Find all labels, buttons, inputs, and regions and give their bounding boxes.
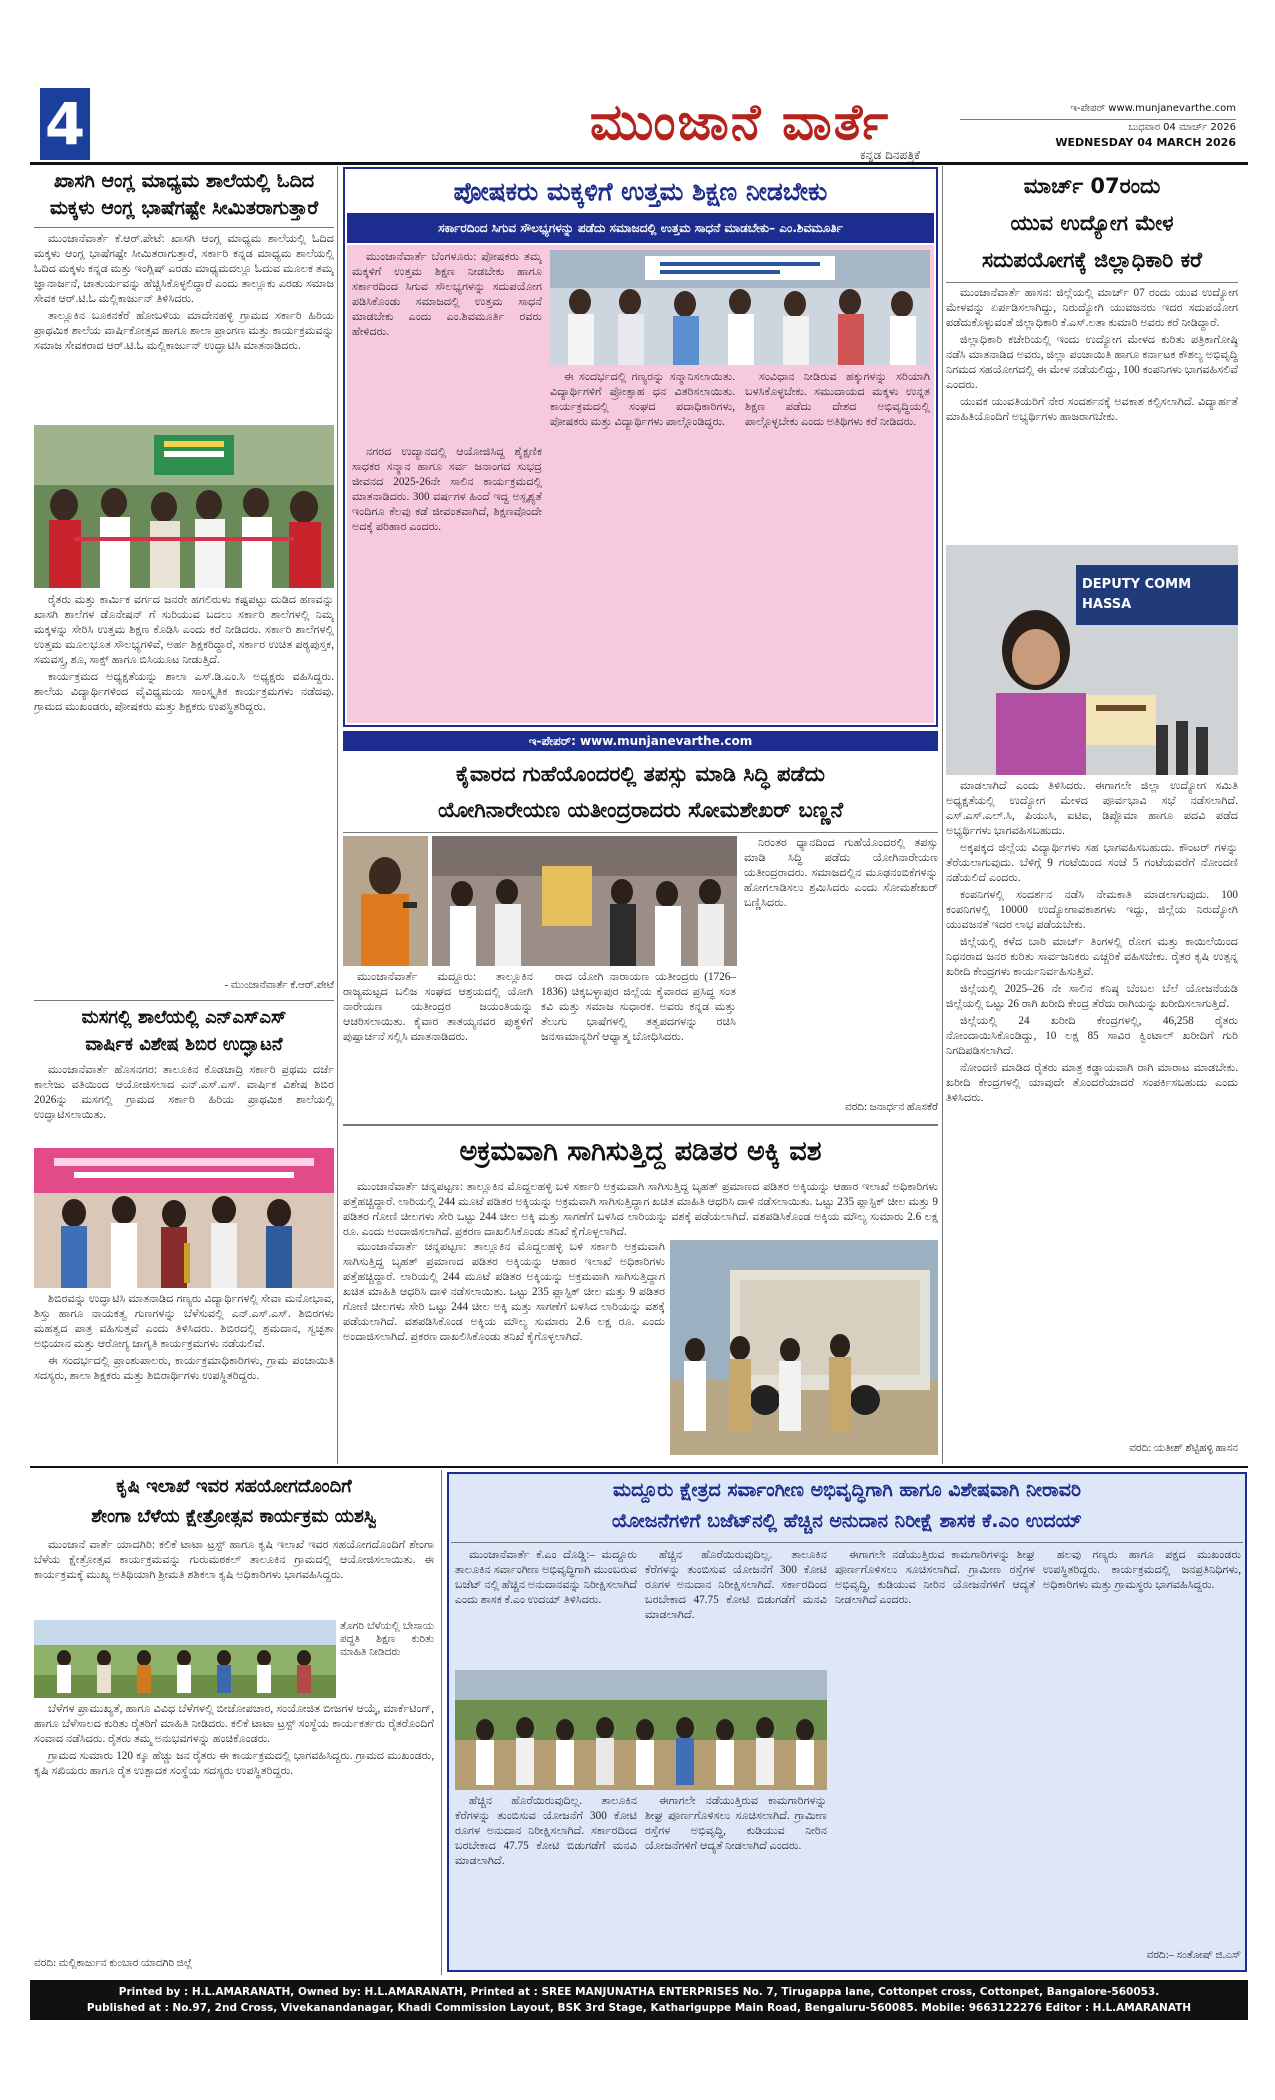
bottom-right-col2b <box>645 1794 827 1966</box>
column-divider-left <box>337 166 338 1464</box>
center-top-col2 <box>352 445 542 720</box>
right-photo-banner-text: DEPUTY COMM HASSA <box>1082 577 1192 612</box>
right-para2: ಜಿಲ್ಲಾಧಿಕಾರಿ ಕಚೇರಿಯಲ್ಲಿ ಇಂದು ಉದ್ಯೋಗ ಮೇಳದ ಕುರಿತು ಪತ್ರಿಕಾಗೋಷ್ಠಿ ನಡೆಸಿ ಮಾತನಾಡಿದ ಅವರು, ಜಿಲ್ಲಾ ಪಂಚಾಯಿತಿ ಹಾಗೂ ಕರ್ನಾಟಕ ಕೌಶಲ್ಯ ಅಭಿವೃದ್ಧಿ ನಿಗಮದ ಸಹಯೋಗದಲ್ಲಿ ಈ ಮೇಳ ನಡೆಯಲಿದ್ದು, 100 ಕಂಪನಿಗಳು ಭಾಗವಹಿಸಲಿವೆ ಎಂದರು. <box>946 334 1238 391</box>
date-kannada: ಬುಧವಾರ 04 ಮಾರ್ಚ್ 2026 <box>1128 122 1236 133</box>
bottom-right-headline-line2: ಯೋಜನೆಗಳಿಗೆ ಬಜೆಟ್‌ನಲ್ಲಿ ಹೆಚ್ಚಿನ ಅನುದಾನ ನಿರೀಕ್ಷೆ ಶಾಸಕ ಕೆ.ಎಂ ಉದಯ್ <box>611 1510 1083 1532</box>
bottom-right-col2-text: ಹೆಚ್ಚಿನ ಹೊರೆಯಿರುವುದಿಲ್ಲ. ತಾಲೂಕಿನ ಕೆರೆಗಳನ್ನು ತುಂಬಿಸುವ ಯೋಜನೆಗೆ 300 ಕೋಟಿ ರೂಗಳ ಅನುದಾನ ನಿರೀಕ್ಷಿಸಲಾಗಿದೆ. ಸರ್ಕಾರದಿಂದ ಬರಬೇಕಾದ 47.75 ಕೋಟಿ ಬಿಡುಗಡೆಗೆ ಮನವಿ ಮಾಡಲಾಗಿದೆ. <box>645 1549 827 1621</box>
center-top-col1-text: ಮುಂಜಾನೆವಾರ್ತೆ ಬೆಂಗಳೂರು: ಪೋಷಕರು ತಮ್ಮ ಮಕ್ಕಳಿಗೆ ಉತ್ತಮ ಶಿಕ್ಷಣ ನೀಡಬೇಕು ಹಾಗೂ ಸರ್ಕಾರದಿಂದ ಸಿಗುವ ಸೌಲಭ್ಯಗಳನ್ನು ಸದುಪಯೋಗ ಪಡಿಸಿಕೊಂಡು ಸಮಾಜದಲ್ಲಿ ಉತ್ತಮ ಸಾಧನೆ ಮಾಡಬೇಕು ಎಂದು ಎಂ.ಶಿವಮೂರ್ತಿ ರವರು ಹೇಳಿದರು. <box>352 251 542 338</box>
center-low-body-text: ಮುಂಜಾನೆವಾರ್ತೆ ಚನ್ನಪಟ್ಟಣ: ತಾಲ್ಲೂಕಿನ ಮೊದ್ದಲಹಳ್ಳಿ ಬಳಿ ಸರ್ಕಾರಿ ಅಕ್ರಮವಾಗಿ ಸಾಗಿಸುತ್ತಿದ್ದ ಬೃಹತ್ ಪ್ರಮಾಣದ ಪಡಿತರ ಅಕ್ಕಿಯನ್ನು ಆಹಾರ ಇಲಾಖೆ ಅಧಿಕಾರಿಗಳು ಪತ್ತೆಹಚ್ಚಿದ್ದಾರೆ. ಲಾರಿಯಲ್ಲಿ 244 ಮೂಟೆ ಪಡಿತರ ಅಕ್ಕಿಯನ್ನು ಅಕ್ರಮವಾಗಿ ಸಾಗಿಸುತ್ತಿದ್ದಾಗ ಖಚಿತ ಮಾಹಿತಿ ಆಧರಿಸಿ ದಾಳಿ ನಡೆಸಲಾಯಿತು. ಒಟ್ಟು 235 ಪ್ಲಾಸ್ಟಿಕ್ ಚೀಲ ಮತ್ತು 9 ಪಡಿತರ ಗೋಣಿ ಚೀಲಗಳು ಸೇರಿ ಒಟ್ಟು 244 ಚೀಲ ಅಕ್ಕಿ ಮತ್ತು ಸಾಗಣೆಗೆ ಬಳಸಿದ ಲಾರಿಯನ್ನು ವಶಕ್ಕೆ ಪಡೆಯಲಾಗಿದೆ. ವಶಪಡಿಸಿಕೊಂಡ ಅಕ್ಕಿಯ ಮೌಲ್ಯ ಸುಮಾರು 2.6 ಲಕ್ಷ ರೂ. ಎಂದು ಅಂದಾಜಿಸಲಾಗಿದೆ. ಪ್ರಕರಣ ದಾಖಲಿಸಿಕೊಂಡು ತನಿಖೆ ಕೈಗೊಳ್ಳಲಾಗಿದೆ. <box>343 1181 938 1238</box>
left2-headline <box>34 1004 334 1060</box>
right-para5: ಅಕ್ಕಪಕ್ಕದ ಜಿಲ್ಲೆಯ ವಿದ್ಯಾರ್ಥಿಗಳು ಸಹ ಭಾಗವಹಿಸಬಹುದು. ಕೌಂಟರ್ ಗಳನ್ನು ತೆರೆಯಲಾಗುವುದು. ಬೆಳಿಗ್ಗೆ 9 ಗಂಟೆಯಿಂದ ಸಂಜೆ 5 ಗಂಟೆಯವರೆಗೆ ನೋಂದಣಿ ನಡೆಯಲಿದೆ ಎಂದರು. <box>946 842 1238 884</box>
mla-groundbreaking-photo <box>455 1670 827 1790</box>
bottom-right-photo <box>455 1670 827 1790</box>
center-top-col3-text: ಈ ಸಂದರ್ಭದಲ್ಲಿ ಗಣ್ಯರನ್ನು ಸನ್ಮಾನಿಸಲಾಯಿತು. ವಿದ್ಯಾರ್ಥಿಗಳಿಗೆ ಪ್ರೋತ್ಸಾಹ ಧನ ವಿತರಿಸಲಾಯಿತು. ಕಾರ್ಯಕ್ರಮದಲ್ಲಿ ಸಂಘದ ಪದಾಧಿಕಾರಿಗಳು, ಪೋಷಕರು ಮತ್ತು ವಿದ್ಯಾರ್ಥಿಗಳು ಪಾಲ್ಗೊಂಡಿದ್ದರು. <box>550 371 735 428</box>
center-low-body-top <box>343 1180 938 1238</box>
masthead-rule <box>30 162 1248 165</box>
left2-photo <box>34 1148 334 1288</box>
center-mid-col2-text: ರಾದ ಯೋಗಿ ನಾರಾಯಣ ಯತೀಂದ್ರರು (1726–1836) ಚಿಕ್ಕಬಳ್ಳಾಪುರ ಜಿಲ್ಲೆಯ ಕೈವಾರದ ಪ್ರಸಿದ್ಧ ಸಂತ ಕವಿ ಮತ್ತು ಸಮಾಜ ಸುಧಾರಕ. ಅವರು ಕನ್ನಡ ಮತ್ತು ತೆಲುಗು ಭಾಷೆಗಳಲ್ಲಿ ತತ್ವಪದಗಳನ್ನು ರಚಿಸಿ ಜನಸಾಮಾನ್ಯರಿಗೆ ಆಧ್ಯಾತ್ಮ ಬೋಧಿಸಿದರು. <box>541 971 736 1043</box>
center-top-col1 <box>352 250 542 440</box>
center-top-photo <box>550 250 930 365</box>
center-mid-col1-text: ಮುಂಜಾನೆವಾರ್ತೆ ಮದ್ದೂರು: ತಾಲ್ಲೂಕಿನ ರಾಜ್ಯಮಟ್ಟದ ಬಲಿಜ ಸಂಘದ ಆಶ್ರಯದಲ್ಲಿ ಯೋಗಿ ನಾರೇಯಣ ಯತೀಂದ್ರರ ಜಯಂತಿಯನ್ನು ಆಚರಿಸಲಾಯಿತು. ಕೈವಾರ ತಾತಯ್ಯನವರ ಪುತ್ಥಳಿಗೆ ಪುಷ್ಪಾರ್ಚನೆ ಸಲ್ಲಿಸಿ ಮಾತನಾಡಿದರು. <box>343 971 533 1043</box>
center-mid-col3-text: ನಿರಂತರ ಧ್ಯಾನದಿಂದ ಗುಹೆಯೊಂದರಲ್ಲಿ ತಪಸ್ಸು ಮಾಡಿ ಸಿದ್ಧಿ ಪಡೆದು ಯೋಗಿನಾರೇಯಣ ಯತೀಂದ್ರರಾದರು. ಸಮಾಜದಲ್ಲಿನ ಮೂಢನಂಬಿಕೆಗಳನ್ನು ಹೋಗಲಾಡಿಸಲು ಶ್ರಮಿಸಿದರು ಎಂದು ಸೋಮಶೇಖರ್ ಬಣ್ಣಿಸಿದರು. <box>744 837 938 909</box>
right-body-top <box>946 286 1238 541</box>
right-headline <box>946 168 1238 280</box>
center-mid-end-rule <box>343 1124 938 1126</box>
center-top-col2-text: ನಗರದ ಉದ್ಯಾನದಲ್ಲಿ ಆಯೋಜಿಸಿದ್ದ ಶೈಕ್ಷಣಿಕ ಸಾಧಕರ ಸನ್ಮಾನ ಹಾಗೂ ಸರ್ವ ಜನಾಂಗದ ಸುಭದ್ರ ಜೀವನದ 2025-26ನೇ ಸಾಲಿನ ಕಾರ್ಯಕ್ರಮದಲ್ಲಿ ಮಾತನಾಡಿದರು. 300 ವರ್ಷಗಳ ಹಿಂದೆ ಇದ್ದ ಅಸ್ಪೃಶ್ಯತೆ ಇಂದಿಗೂ ಕೆಲವು ಕಡೆ ಜೀವಂತವಾಗಿದೆ, ಶಿಕ್ಷಣವೊಂದೇ ಅದಕ್ಕೆ ಪರಿಹಾರ ಎಂದರು. <box>352 446 542 533</box>
speaker-photo <box>343 836 428 966</box>
left1-head-rule <box>34 227 334 228</box>
dateline-rule <box>960 119 1236 120</box>
center-top-col4-text: ಸಂವಿಧಾನ ನೀಡಿರುವ ಹಕ್ಕುಗಳನ್ನು ಸರಿಯಾಗಿ ಬಳಸಿಕೊಳ್ಳಬೇಕು. ಸಮುದಾಯದ ಮಕ್ಕಳು ಉನ್ನತ ಶಿಕ್ಷಣ ಪಡೆದು ದೇಶದ ಅಭಿವೃದ್ಧಿಯಲ್ಲಿ ಪಾಲ್ಗೊಳ್ಳಬೇಕು ಎಂದು ಅತಿಥಿಗಳು ಕರೆ ನೀಡಿದರು. <box>745 371 930 428</box>
bottom-left-body-top <box>34 1538 434 1616</box>
left1-end-rule <box>34 1000 334 1001</box>
bottom-right-col2b-text: ಈಗಾಗಲೇ ನಡೆಯುತ್ತಿರುವ ಕಾಮಗಾರಿಗಳನ್ನು ಶೀಘ್ರ ಪೂರ್ಣಗೊಳಿಸಲು ಸೂಚಿಸಲಾಗಿದೆ. ಗ್ರಾಮೀಣ ರಸ್ತೆಗಳ ಅಭಿವೃದ್ಧಿ, ಕುಡಿಯುವ ನೀರಿನ ಯೋಜನೆಗಳಿಗೆ ಆದ್ಯತೆ ನೀಡಲಾಗಿದೆ ಎಂದರು. <box>645 1795 827 1852</box>
left1-body-bottom <box>34 593 334 976</box>
center-low-body-left-text: ಮುಂಜಾನೆವಾರ್ತೆ ಚನ್ನಪಟ್ಟಣ: ತಾಲ್ಲೂಕಿನ ಮೊದ್ದಲಹಳ್ಳಿ ಬಳಿ ಸರ್ಕಾರಿ ಅಕ್ರಮವಾಗಿ ಸಾಗಿಸುತ್ತಿದ್ದ ಬೃಹತ್ ಪ್ರಮಾಣದ ಪಡಿತರ ಅಕ್ಕಿಯನ್ನು ಆಹಾರ ಇಲಾಖೆ ಅಧಿಕಾರಿಗಳು ಪತ್ತೆಹಚ್ಚಿದ್ದಾರೆ. ಲಾರಿಯಲ್ಲಿ 244 ಮೂಟೆ ಪಡಿತರ ಅಕ್ಕಿಯನ್ನು ಅಕ್ರಮವಾಗಿ ಸಾಗಿಸುತ್ತಿದ್ದಾಗ ಖಚಿತ ಮಾಹಿತಿ ಆಧರಿಸಿ ದಾಳಿ ನಡೆಸಲಾಯಿತು. ಒಟ್ಟು 235 ಪ್ಲಾಸ್ಟಿಕ್ ಚೀಲ ಮತ್ತು 9 ಪಡಿತರ ಗೋಣಿ ಚೀಲಗಳು ಸೇರಿ ಒಟ್ಟು 244 ಚೀಲ ಅಕ್ಕಿ ಮತ್ತು ಸಾಗಣೆಗೆ ಬಳಸಿದ ಲಾರಿಯನ್ನು ವಶಕ್ಕೆ ಪಡೆಯಲಾಗಿದೆ. ವಶಪಡಿಸಿಕೊಂಡ ಅಕ್ಕಿಯ ಮೌಲ್ಯ ಸುಮಾರು 2.6 ಲಕ್ಷ ರೂ. ಎಂದು ಅಂದಾಜಿಸಲಾಗಿದೆ. ಪ್ರಕರಣ ದಾಖಲಿಸಿಕೊಂಡು ತನಿಖೆ ಕೈಗೊಳ್ಳಲಾಗಿದೆ. <box>343 1241 665 1343</box>
bottom-right-col4 <box>1043 1548 1241 1946</box>
rice-truck-seizure-photo <box>670 1240 938 1455</box>
bottom-right-col3 <box>835 1548 1035 1966</box>
left2-headline-line1: ಮಸಗಲ್ಲಿ ಶಾಲೆಯಲ್ಲಿ ಎನ್‌ಎಸ್‌ಎಸ್ <box>81 1007 287 1028</box>
masthead-tagline: ಕನ್ನಡ ದಿನಪತ್ರಿಕೆ <box>859 148 920 162</box>
ribbon-cutting-photo <box>34 425 334 588</box>
left1-headline-line2: ಮಕ್ಕಳು ಆಂಗ್ಲ ಭಾಷೆಗಷ್ಟೇ ಸೀಮಿತರಾಗುತ್ತಾರೆ <box>49 197 319 219</box>
center-low-headline: ಅಕ್ರಮವಾಗಿ ಸಾಗಿಸುತ್ತಿದ್ದ ಪಡಿತರ ಅಕ್ಕಿ ವಶ <box>459 1136 822 1167</box>
right-para4: ಮಾಡಲಾಗಿದೆ ಎಂದು ತಿಳಿಸಿದರು. ಈಗಾಗಲೇ ಜಿಲ್ಲಾ ಉದ್ಯೋಗ ಸಮಿತಿ ಅಧ್ಯಕ್ಷತೆಯಲ್ಲಿ ಉದ್ಯೋಗ ಮೇಳದ ಪೂರ್ವಭಾವಿ ಸಭೆ ನಡೆಸಲಾಗಿದೆ. ಎಸ್.ಎಸ್.ಎಲ್.ಸಿ, ಪಿಯುಸಿ, ಐಟಿಐ, ಡಿಪ್ಲೊಮಾ ಹಾಗೂ ಪದವಿ ಪಡೆದ ಅಭ್ಯರ್ಥಿಗಳು ಭಾಗವಹಿಸಬಹುದು. <box>946 780 1238 837</box>
center-low-body-left <box>343 1240 665 1455</box>
right-headline-line1: ಮಾರ್ಚ್ 07ರಂದು <box>1023 174 1161 198</box>
center-top-subheadline: ಸರ್ಕಾರದಿಂದ ಸಿಗುವ ಸೌಲಭ್ಯಗಳನ್ನು ಪಡೆದು ಸಮಾಜದಲ್ಲಿ ಉತ್ತಮ ಸಾಧನೆ ಮಾಡಬೇಕು– ಎಂ.ಶಿವಮೂರ್ತಿ <box>347 213 934 243</box>
center-mid-col2 <box>541 970 736 1120</box>
bottom-right-col1b <box>455 1794 637 1966</box>
right-para9: ಜಿಲ್ಲೆಯಲ್ಲಿ 24 ಖರೀದಿ ಕೇಂದ್ರಗಳಲ್ಲಿ, 46,258 ರೈತರು ನೋಂದಾಯಿಸಿಕೊಂಡಿದ್ದು, 10 ಲಕ್ಷ 85 ಸಾವಿರ ಕ್ವಿಂಟಾಲ್ ಖರೀದಿಗೆ ಗುರಿ ನಿಗದಿಪಡಿಸಲಾಗಿದೆ. <box>946 1015 1238 1057</box>
epaper-strip[interactable]: ಇ-ಪೇಪರ್: www.munjanevarthe.com <box>343 731 938 751</box>
right-photo <box>946 545 1238 775</box>
right-head-rule <box>946 282 1238 283</box>
right-para1: ಮುಂಜಾನೆವಾರ್ತೆ ಹಾಸನ: ಜಿಲ್ಲೆಯಲ್ಲಿ ಮಾರ್ಚ್ 07 ರಂದು ಯುವ ಉದ್ಯೋಗ ಮೇಳವನ್ನು ಏರ್ಪಡಿಸಲಾಗಿದ್ದು, ನಿರುದ್ಯೋಗಿ ಯುವಜನರು ಇದರ ಸದುಪಯೋಗ ಪಡೆದುಕೊಳ್ಳುವಂತೆ ಜಿಲ್ಲಾಧಿಕಾರಿ ಕೆ.ಎಸ್.ಲತಾ ಕುಮಾರಿ ಅವರು ಕರೆ ನೀಡಿದ್ದಾರೆ. <box>946 287 1238 329</box>
bottom-left-caption-text: ತೊಗರಿ ಬೆಳೆಯಲ್ಲಿ ಬೇಸಾಯ ಪದ್ಧತಿ ಶಿಕ್ಷಣ ಕುರಿತು ಮಾಹಿತಿ ನೀಡಿದರು <box>340 1621 434 1658</box>
bottom-right-headline-line1: ಮದ್ದೂರು ಕ್ಷೇತ್ರದ ಸರ್ವಾಂಗೀಣ ಅಭಿವೃದ್ಧಿಗಾಗಿ ಹಾಗೂ ವಿಶೇಷವಾಗಿ ನೀರಾವರಿ <box>613 1479 1081 1501</box>
right-para6: ಕಂಪನಿಗಳಲ್ಲಿ ಸಂದರ್ಶನ ನಡೆಸಿ ನೇಮಕಾತಿ ಮಾಡಲಾಗುವುದು. 100 ಕಂಪನಿಗಳಲ್ಲಿ 10000 ಉದ್ಯೋಗಾವಕಾಶಗಳು ಇದ್ದು, ಜಿಲ್ಲೆಯ ನಿರುದ್ಯೋಗಿ ಯುವಜನತೆ ಇದರ ಲಾಭ ಪಡೆಯಬೇಕು. <box>946 889 1238 931</box>
bottom-left-para3: ಗ್ರಾಮದ ಸುಮಾರು 120 ಕ್ಕೂ ಹೆಚ್ಚು ಜನ ರೈತರು ಈ ಕಾರ್ಯಕ್ರಮದಲ್ಲಿ ಭಾಗವಹಿಸಿದ್ದರು. ಗ್ರಾಮದ ಮುಖಂಡರು, ಕೃಷಿ ಸಖಿಯರು ಹಾಗೂ ರೈತ ಉತ್ಪಾದಕ ಸಂಸ್ಥೆಯ ಸದಸ್ಯರು ಉಪಸ್ಥಿತರಿದ್ದರು. <box>34 1750 434 1777</box>
bottom-right-col4-text: ಹಲವು ಗಣ್ಯರು ಹಾಗೂ ಪಕ್ಷದ ಮುಖಂಡರು ಉಪಸ್ಥಿತರಿದ್ದರು. ಕಾರ್ಯಕ್ರಮದಲ್ಲಿ ಜನಪ್ರತಿನಿಧಿಗಳು, ಅಧಿಕಾರಿಗಳು ಮತ್ತು ಗ್ರಾಮಸ್ಥರು ಭಾಗವಹಿಸಿದ್ದರು. <box>1043 1549 1241 1591</box>
group-tribute-photo <box>432 836 737 966</box>
left2-body-bottom <box>34 1292 334 1462</box>
masthead-title: ಮುಂಜಾನೆ ವಾರ್ತೆ <box>589 92 891 151</box>
left1-para4: ಕಾರ್ಯಕ್ರಮದ ಅಧ್ಯಕ್ಷತೆಯನ್ನು ಶಾಲಾ ಎಸ್.ಡಿ.ಎಂ.ಸಿ ಅಧ್ಯಕ್ಷರು ವಹಿಸಿದ್ದರು. ಶಾಲೆಯ ವಿದ್ಯಾರ್ಥಿಗಳಿಂದ ವೈವಿಧ್ಯಮಯ ಸಾಂಸ್ಕೃತಿಕ ಕಾರ್ಯಕ್ರಮಗಳು ನಡೆದವು. ಗ್ರಾಮದ ಮುಖಂಡರು, ಪೋಷಕರು ಮತ್ತು ಶಿಕ್ಷಕರು ಉಪಸ್ಥಿತರಿದ್ದರು. <box>34 671 334 713</box>
center-top-headline: ಪೋಷಕರು ಮಕ್ಕಳಿಗೆ ಉತ್ತಮ ಶಿಕ್ಷಣ ನೀಡಬೇಕು <box>453 177 828 206</box>
center-top-col4 <box>745 370 930 720</box>
column-divider-right <box>942 166 943 1464</box>
field-day-photo <box>34 1620 336 1698</box>
left2-para1: ಮುಂಜಾನೆವಾರ್ತೆ ಹೊಸನಗರ: ತಾಲೂಕಿನ ಕೊಡಚಾದ್ರಿ ಸರ್ಕಾರಿ ಪ್ರಥಮ ದರ್ಜೆ ಕಾಲೇಜು ವತಿಯಿಂದ ಆಯೋಜಿಸಲಾದ ಎನ್.ಎಸ್.ಎಸ್. ವಾರ್ಷಿಕ ವಿಶೇಷ ಶಿಬಿರ 2026ನ್ನು ಮಸಗಲ್ಲಿ ಗ್ರಾಮದ ಸರ್ಕಾರಿ ಹಿರಿಯ ಪ್ರಾಥಮಿಕ ಶಾಲೆಯಲ್ಲಿ ಉದ್ಘಾಟಿಸಲಾಯಿತು. <box>34 1064 334 1121</box>
center-mid-photo-left <box>343 836 428 966</box>
left2-para3: ಈ ಸಂದರ್ಭದಲ್ಲಿ ಪ್ರಾಂಶುಪಾಲರು, ಕಾರ್ಯಕ್ರಮಾಧಿಕಾರಿಗಳು, ಗ್ರಾಮ ಪಂಚಾಯಿತಿ ಸದಸ್ಯರು, ಶಾಲಾ ಶಿಕ್ಷಕರು ಮತ್ತು ಶಿಬಿರಾರ್ಥಿಗಳು ಉಪಸ್ಥಿತರಿದ್ದರು. <box>34 1355 334 1382</box>
center-mid-headline <box>343 756 938 830</box>
bottom-left-para2: ಬೆಳೆಗಳ ಪ್ರಾಮುಖ್ಯತೆ, ಹಾಗೂ ವಿವಿಧ ಬೆಳೆಗಳಲ್ಲಿ ಬೀಜೋಪಚಾರ, ಸಂಯೋಜಿತ ಬೀಜಗಳ ಆಯ್ಕೆ, ಮಾರ್ಕೆಟಿಂಗ್, ಹಾಗೂ ಬೆಳೆಸಾಲದ ಕುರಿತು ರೈತರಿಗೆ ಮಾಹಿತಿ ನೀಡಿದರು. ಕಲಿಕೆ ಟಾಟಾ ಟ್ರಸ್ಟ್ ಸಂಸ್ಥೆಯ ಕಾರ್ಯಕರ್ತರು ರೈತರೊಂದಿಗೆ ಸಂವಾದ ನಡೆಸಿದರು. ರೈತರು ತಮ್ಮ ಅನುಭವಗಳನ್ನು ಹಂಚಿಕೊಂಡರು. <box>34 1703 434 1745</box>
center-low-photo <box>670 1240 938 1455</box>
left1-byline: - ಮುಂಜಾನೆವಾರ್ತೆ ಕೆ.ಆರ್.ಪೇಟೆ <box>224 980 334 991</box>
left1-body-top <box>34 232 334 420</box>
right-para7: ಜಿಲ್ಲೆಯಲ್ಲಿ ಕಳೆದ ಬಾರಿ ಮಾರ್ಚ್ ತಿಂಗಳಲ್ಲಿ ರೋಗ ಮತ್ತು ಕಾಯಿಲೆಯಿಂದ ನಿಧನರಾದ ಜನರ ಕುರಿತು ಸಾರ್ವಜನಿಕರು ಎಚ್ಚರಿಕೆ ವಹಿಸಬೇಕು. ರೈತರ ಕೃಷಿ ಉತ್ಪನ್ನ ಖರೀದಿ ಕೇಂದ್ರಗಳು ಕಾರ್ಯನಿರ್ವಹಿಸುತ್ತಿವೆ. <box>946 936 1238 978</box>
bottom-left-headline-line2: ಶೇಂಗಾ ಬೆಳೆಯ ಕ್ಷೇತ್ರೋತ್ಸವ ಕಾರ್ಯಕ್ರಮ ಯಶಸ್ವಿ <box>91 1506 377 1527</box>
right-body-bottom <box>946 779 1238 1439</box>
lamp-lighting-photo <box>34 1148 334 1288</box>
right-para3: ಯುವಕ ಯುವತಿಯರಿಗೆ ನೇರ ಸಂದರ್ಶನಕ್ಕೆ ಅವಕಾಶ ಕಲ್ಪಿಸಲಾಗಿದೆ. ವಿದ್ಯಾರ್ಹತೆ ಮಾಹಿತಿಯೊಂದಿಗೆ ಅಭ್ಯರ್ಥಿಗಳು ಹಾಜರಾಗಬೇಕು. <box>946 396 1238 423</box>
right-headline-line2: ಯುವ ಉದ್ಯೋಗ ಮೇಳ <box>1010 211 1174 235</box>
epaper-top: ಇ-ಪೇಪರ್ www.munjanevarthe.com <box>1070 103 1236 114</box>
date-english <box>960 136 1236 150</box>
center-mid-credit: ವರದಿ: ಜನಾರ್ಧನ ಹೊಸಕೆರೆ <box>845 1102 938 1113</box>
bottom-right-headline <box>451 1475 1243 1539</box>
bottom-left-body-bottom <box>34 1702 434 1940</box>
bottom-right-col1-text: ಮುಂಜಾನೆವಾರ್ತೆ ಕೆ.ಎಂ ದೊಡ್ಡಿ:– ಮದ್ದೂರು ತಾಲೂಕಿನ ಸರ್ವಾಂಗೀಣ ಅಭಿವೃದ್ಧಿಗಾಗಿ ಮುಂಬರುವ ಬಜೆಟ್ ನಲ್ಲಿ ಹೆಚ್ಚಿನ ಅನುದಾನವನ್ನು ನಿರೀಕ್ಷಿಸಲಾಗಿದೆ ಎಂದು ಶಾಸಕ ಕೆ.ಎಂ ಉದಯ್ ತಿಳಿಸಿದರು. <box>455 1549 637 1606</box>
bottom-left-headline-line1: ಕೃಷಿ ಇಲಾಖೆ ಇವರ ಸಹಯೋಗದೊಂದಿಗೆ <box>116 1476 352 1497</box>
bottom-divider <box>441 1470 442 1975</box>
bottom-section-rule <box>30 1466 1248 1468</box>
center-mid-headline-line2: ಯೋಗಿನಾರೇಯಣ ಯತೀಂದ್ರರಾದರು ಸೋಮಶೇಖರ್ ಬಣ್ಣನೆ <box>437 798 844 822</box>
left1-photo <box>34 425 334 588</box>
right-headline-line3: ಸದುಪಯೋಗಕ್ಕೆ ಜಿಲ್ಲಾಧಿಕಾರಿ ಕರೆ <box>982 248 1202 272</box>
right-para10: ನೋಂದಣಿ ಮಾಡಿದ ರೈತರು ಮಾತ್ರ ಕಡ್ಡಾಯವಾಗಿ ರಾಗಿ ಮಾರಾಟ ಮಾಡಬೇಕು. ಖರೀದಿ ಕೇಂದ್ರಗಳಲ್ಲಿ ಯಾವುದೇ ತೊಂದರೆಯಾದರೆ ಸಂಪರ್ಕಿಸಬಹುದು ಎಂದು ತಿಳಿಸಿದರು. <box>946 1062 1238 1104</box>
center-mid-headline-line1: ಕೈವಾರದ ಗುಹೆಯೊಂದರಲ್ಲಿ ತಪಸ್ಸು ಮಾಡಿ ಸಿದ್ಧಿ ಪಡೆದು <box>456 762 825 786</box>
imprint-line2: Published at : No.97, 2nd Cross, Vivekanandanagar, Khadi Commission Layout, BSK 3rd Stage, Kathariguppe Main Road, Bengaluru-560085. Mobile: 9663122276 Editor : H.L.AMARANATH <box>86 2002 1192 2014</box>
bottom-left-photo <box>34 1620 336 1698</box>
imprint-line1: Printed by : H.L.AMARANATH, Owned by: H.L.AMARANATH, Printed at : SREE MANJUNATHA ENTERPRISES No. 7, Tirugappa lane, Cottonpet cross, Cottonpet, Bangalore-560053. <box>118 1986 1160 1998</box>
bottom-left-credit: ವರದಿ: ಮಲ್ಲಿಕಾರ್ಜುನ ಕುಂಬಾರ ಯಾದಗಿರಿ ಜಿಲ್ಲೆ <box>34 1958 193 1969</box>
bottom-right-col2 <box>645 1548 827 1666</box>
right-credit: ವರದಿ: ಯತೀಶ್ ಶೆಟ್ಟಿಹಳ್ಳಿ ಹಾಸನ <box>1129 1443 1238 1454</box>
bottom-left-caption <box>340 1620 434 1698</box>
left2-body-top <box>34 1063 334 1145</box>
left2-headline-line2: ವಾರ್ಷಿಕ ವಿಶೇಷ ಶಿಬಿರ ಉದ್ಘಾಟನೆ <box>85 1034 283 1055</box>
left1-headline <box>34 168 334 224</box>
page-number: 4 <box>40 88 90 160</box>
bottom-right-col1 <box>455 1548 637 1666</box>
bottom-left-para1: ಮುಂಜಾನೆ ವಾರ್ತೆ ಯಾದಗಿರಿ: ಕಲಿಕೆ ಟಾಟಾ ಟ್ರಸ್ಟ್ ಹಾಗೂ ಕೃಷಿ ಇಲಾಖೆ ಇವರ ಸಹಯೋಗದೊಂದಿಗೆ ಶೇಂಗಾ ಬೆಳೆಯ ಕ್ಷೇತ್ರೋತ್ಸವ ಕಾರ್ಯಕ್ರಮವನ್ನು ಗುರುಮಠಕಲ್ ತಾಲೂಕಿನ ಗ್ರಾಮದಲ್ಲಿ ಆಯೋಜಿಸಲಾಯಿತು. ಈ ಕಾರ್ಯಕ್ರಮಕ್ಕೆ ಮುಖ್ಯ ಅತಿಥಿಯಾಗಿ ಶ್ರೀಮತಿ ಶಶಿಕಲಾ ಕೃಷಿ ಅಧಿಕಾರಿಗಳು ಭಾಗವಹಿಸಿದ್ದರು. <box>34 1539 434 1581</box>
bottom-right-credit: ವರದಿ:– ಸಂತೋಷ್ ಜಿ.ಎಸ್ <box>1146 1950 1241 1961</box>
bottom-right-col3-text: ಈಗಾಗಲೇ ನಡೆಯುತ್ತಿರುವ ಕಾಮಗಾರಿಗಳನ್ನು ಶೀಘ್ರ ಪೂರ್ಣಗೊಳಿಸಲು ಸೂಚಿಸಲಾಗಿದೆ. ಗ್ರಾಮೀಣ ರಸ್ತೆಗಳ ಅಭಿವೃದ್ಧಿ, ಕುಡಿಯುವ ನೀರಿನ ಯೋಜನೆಗಳಿಗೆ ಆದ್ಯತೆ ನೀಡಲಾಗಿದೆ ಎಂದರು. <box>835 1549 1035 1606</box>
right-para8: ಜಿಲ್ಲೆಯಲ್ಲಿ 2025–26 ನೇ ಸಾಲಿನ ಕನಿಷ್ಠ ಬೆಂಬಲ ಬೆಲೆ ಯೋಜನೆಯಡಿ ಜಿಲ್ಲೆಯಲ್ಲಿ ಒಟ್ಟು 26 ರಾಗಿ ಖರೀದಿ ಕೇಂದ್ರ ತೆರೆದು ರಾಗಿಯನ್ನು ಖರೀದಿಸಲಾಗುತ್ತಿದೆ. <box>946 983 1238 1010</box>
left1-para2: ತಾಲ್ಲೂಕಿನ ಬೂಕನಕೆರೆ ಹೋಬಳಿಯ ಮಾದೇನಹಳ್ಳಿ ಗ್ರಾಮದ ಸರ್ಕಾರಿ ಹಿರಿಯ ಪ್ರಾಥಮಿಕ ಶಾಲೆಯ ವಾರ್ಷಿಕೋತ್ಸವ ಹಾಗೂ ಶಾಲಾ ಪ್ರಾಂಗಣ ಮತ್ತು ಕಾರ್ಯಕ್ರಮವನ್ನು ಸಮಾಜ ಸೇವಕರಾದ ಆರ್.ಟಿ.ಓ ಮಲ್ಲಿಕಾರ್ಜುನ್ ಉದ್ಘಾಟಿಸಿ ಮಾತನಾಡಿದರು. <box>34 310 334 352</box>
bottom-right-head-rule <box>451 1542 1243 1543</box>
bottom-left-headline <box>34 1472 434 1534</box>
center-top-col3 <box>550 370 735 720</box>
left1-para1: ಮುಂಜಾನೆವಾರ್ತೆ ಕೆ.ಆರ್.ಪೇಟೆ: ಖಾಸಗಿ ಆಂಗ್ಲ ಮಾಧ್ಯಮ ಶಾಲೆಯಲ್ಲಿ ಓದಿದ ಮಕ್ಕಳು ಆಂಗ್ಲ ಭಾಷೆಗಷ್ಟೇ ಸೀಮಿತರಾಗುತ್ತಾರೆ, ಸರ್ಕಾರಿ ಕನ್ನಡ ಮಾಧ್ಯಮ ಶಾಲೆಯಲ್ಲಿ ಓದಿದ ಮಕ್ಕಳು ಕನ್ನಡ ಮತ್ತು ಇಂಗ್ಲಿಷ್ ಎರಡು ಮಾಧ್ಯಮದಲ್ಲೂ ಓದುವ ಮೂಲಕ ತಮ್ಮ ಜ್ಞಾನಾರ್ಜನೆ, ಚಾತುರ್ಯವನ್ನು ಹೆಚ್ಚಿಸಿಕೊಳ್ಳಲಿದ್ದಾರೆ ಎಂದು ತಾಲ್ಲೂಕು ಎರಡು ಸಮಾಜ ಸೇವಕ ಆರ್.ಟಿ.ಓ ಮಲ್ಲಿಕಾರ್ಜುನ್ ತಿಳಿಸಿದರು. <box>34 233 334 305</box>
center-mid-col3 <box>744 836 938 1098</box>
center-mid-photo-right <box>432 836 737 966</box>
date-english-text: WEDNESDAY 04 MARCH 2026 <box>1055 136 1236 149</box>
center-mid-head-rule <box>343 832 938 833</box>
left1-para3: ರೈತರು ಮತ್ತು ಕಾರ್ಮಿಕ ವರ್ಗದ ಜನರೇ ಹಗಲಿರುಳು ಕಷ್ಟಪಟ್ಟು ದುಡಿದ ಹಣವನ್ನು ಖಾಸಗಿ ಶಾಲೆಗಳ ಡೊನೇಷನ್ ಗೆ ಸುರಿಯುವ ಬದಲು ಸರ್ಕಾರಿ ಶಾಲೆಗಳಲ್ಲಿ ನಿಮ್ಮ ಮಕ್ಕಳನ್ನು ಸೇರಿಸಿ ಉತ್ತಮ ಶಿಕ್ಷಣ ಕೊಡಿಸಿ ಎಂದು ಕರೆ ನೀಡಿದರು. ಸರ್ಕಾರಿ ಶಾಲೆಗಳಲ್ಲಿ ಉತ್ತಮ ಮೂಲಭೂತ ಸೌಲಭ್ಯಗಳಿವೆ, ಅರ್ಹ ಶಿಕ್ಷಕರಿದ್ದಾರೆ, ಸರ್ಕಾರ ಉಚಿತ ಪಠ್ಯಪುಸ್ತಕ, ಸಮವಸ್ತ್ರ, ಶೂ, ಸಾಕ್ಸ್ ಹಾಗೂ ಬಿಸಿಯೂಟ ನೀಡುತ್ತಿದೆ. <box>34 594 334 666</box>
imprint-footer <box>30 1980 1248 2020</box>
bottom-right-col1b-text: ಹೆಚ್ಚಿನ ಹೊರೆಯಿರುವುದಿಲ್ಲ. ತಾಲೂಕಿನ ಕೆರೆಗಳನ್ನು ತುಂಬಿಸುವ ಯೋಜನೆಗೆ 300 ಕೋಟಿ ರೂಗಳ ಅನುದಾನ ನಿರೀಕ್ಷಿಸಲಾಗಿದೆ. ಸರ್ಕಾರದಿಂದ ಬರಬೇಕಾದ 47.75 ಕೋಟಿ ಬಿಡುಗಡೆಗೆ ಮನವಿ ಮಾಡಲಾಗಿದೆ. <box>455 1795 637 1867</box>
center-mid-col1 <box>343 970 533 1120</box>
left2-para2: ಶಿಬಿರವನ್ನು ಉದ್ಘಾಟಿಸಿ ಮಾತನಾಡಿದ ಗಣ್ಯರು ವಿದ್ಯಾರ್ಥಿಗಳಲ್ಲಿ ಸೇವಾ ಮನೋಭಾವ, ಶಿಸ್ತು ಹಾಗೂ ನಾಯಕತ್ವ ಗುಣಗಳನ್ನು ಬೆಳೆಸುವಲ್ಲಿ ಎನ್.ಎಸ್.ಎಸ್. ಶಿಬಿರಗಳು ಮಹತ್ವದ ಪಾತ್ರ ವಹಿಸುತ್ತವೆ ಎಂದು ತಿಳಿಸಿದರು. ಶಿಬಿರದಲ್ಲಿ ಶ್ರಮದಾನ, ಸ್ವಚ್ಛತಾ ಅಭಿಯಾನ ಮತ್ತು ಆರೋಗ್ಯ ಜಾಗೃತಿ ಕಾರ್ಯಕ್ರಮಗಳು ನಡೆಯಲಿವೆ. <box>34 1293 334 1350</box>
felicitation-photo <box>550 250 930 365</box>
left1-headline-line1: ಖಾಸಗಿ ಆಂಗ್ಲ ಮಾಧ್ಯಮ ಶಾಲೆಯಲ್ಲಿ ಓದಿದ <box>53 170 315 192</box>
